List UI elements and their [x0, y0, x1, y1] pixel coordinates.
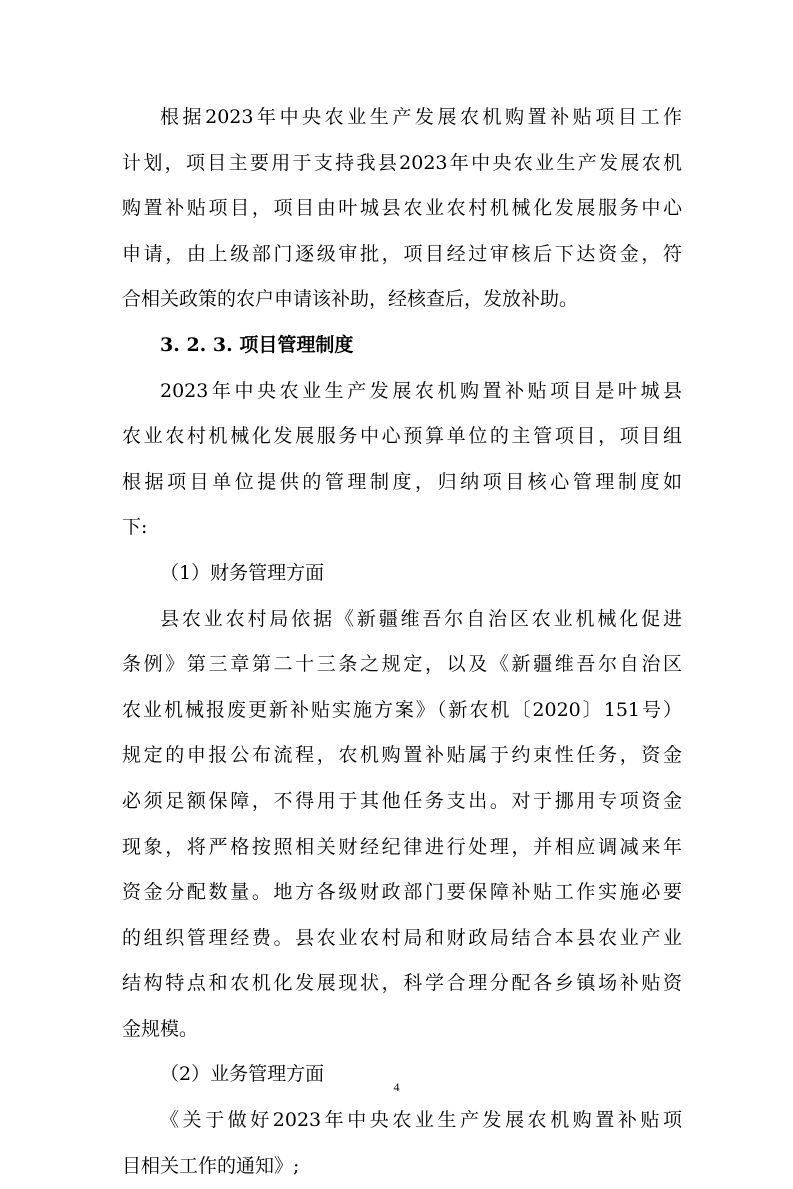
- paragraph-3-line-8: 的组织管理经费。县农业农村局和财政局结合本县农业产业: [122, 926, 682, 949]
- paragraph-4-line-1: 《关于做好2023年中央农业生产发展农机购置补贴项: [160, 1109, 682, 1132]
- paragraph-1-line-1: 根据2023年中央农业生产发展农机购置补贴项目工作: [160, 106, 682, 128]
- paragraph-2-line-3: 根据项目单位提供的管理制度，归纳项目核心管理制度如: [122, 470, 682, 493]
- paragraph-4-line-2: 目相关工作的通知》;: [122, 1154, 300, 1177]
- paragraph-1-line-2: 计划，项目主要用于支持我县2023年中央农业生产发展农机: [122, 151, 682, 174]
- page-number: 4: [393, 1080, 400, 1094]
- paragraph-1-line-5: 合相关政策的农户申请该补助，经核查后，发放补助。: [122, 288, 579, 311]
- paragraph-3-line-5: 必须足额保障，不得用于其他任务支出。对于挪用专项资金: [122, 789, 682, 812]
- paragraph-2-line-1: 2023年中央农业生产发展农机购置补贴项目是叶城县: [160, 379, 682, 402]
- paragraph-3-line-10: 金规模。: [122, 1017, 199, 1040]
- document-body: [122, 95, 682, 1189]
- paragraph-3-line-7: 资金分配数量。地方各级财政部门要保障补贴工作实施必要: [122, 881, 682, 904]
- paragraph-3-line-1: 县农业农村局依据《新疆维吾尔自治区农业机械化促进: [160, 607, 682, 630]
- paragraph-1-line-3: 购置补贴项目，项目由叶城县农业农村机械化发展服务中心: [122, 197, 682, 220]
- subheading-finance: （1）财务管理方面: [160, 561, 325, 584]
- paragraph-3-line-6: 现象，将严格按照相关财经纪律进行处理，并相应调减来年: [122, 835, 682, 858]
- subheading-business: （2）业务管理方面: [160, 1063, 325, 1086]
- paragraph-3-line-4: 规定的申报公布流程，农机购置补贴属于约束性任务，资金: [122, 744, 682, 767]
- paragraph-3-line-3: 农业机械报废更新补贴实施方案》（新农机〔2020〕151号）: [122, 698, 682, 721]
- paragraph-3-line-9: 结构特点和农机化发展现状，科学合理分配各乡镇场补贴资: [122, 972, 682, 995]
- paragraph-3-line-2: 条例》第三章第二十三条之规定，以及《新疆维吾尔自治区: [122, 653, 682, 676]
- paragraph-2-line-4: 下:: [122, 516, 148, 539]
- paragraph-2-line-2: 农业农村机械化发展服务中心预算单位的主管项目，项目组: [122, 425, 682, 448]
- section-heading: 3. 2. 3. 项目管理制度: [160, 333, 354, 356]
- paragraph-1-line-4: 申请，由上级部门逐级审批，项目经过审核后下达资金，符: [122, 242, 682, 265]
